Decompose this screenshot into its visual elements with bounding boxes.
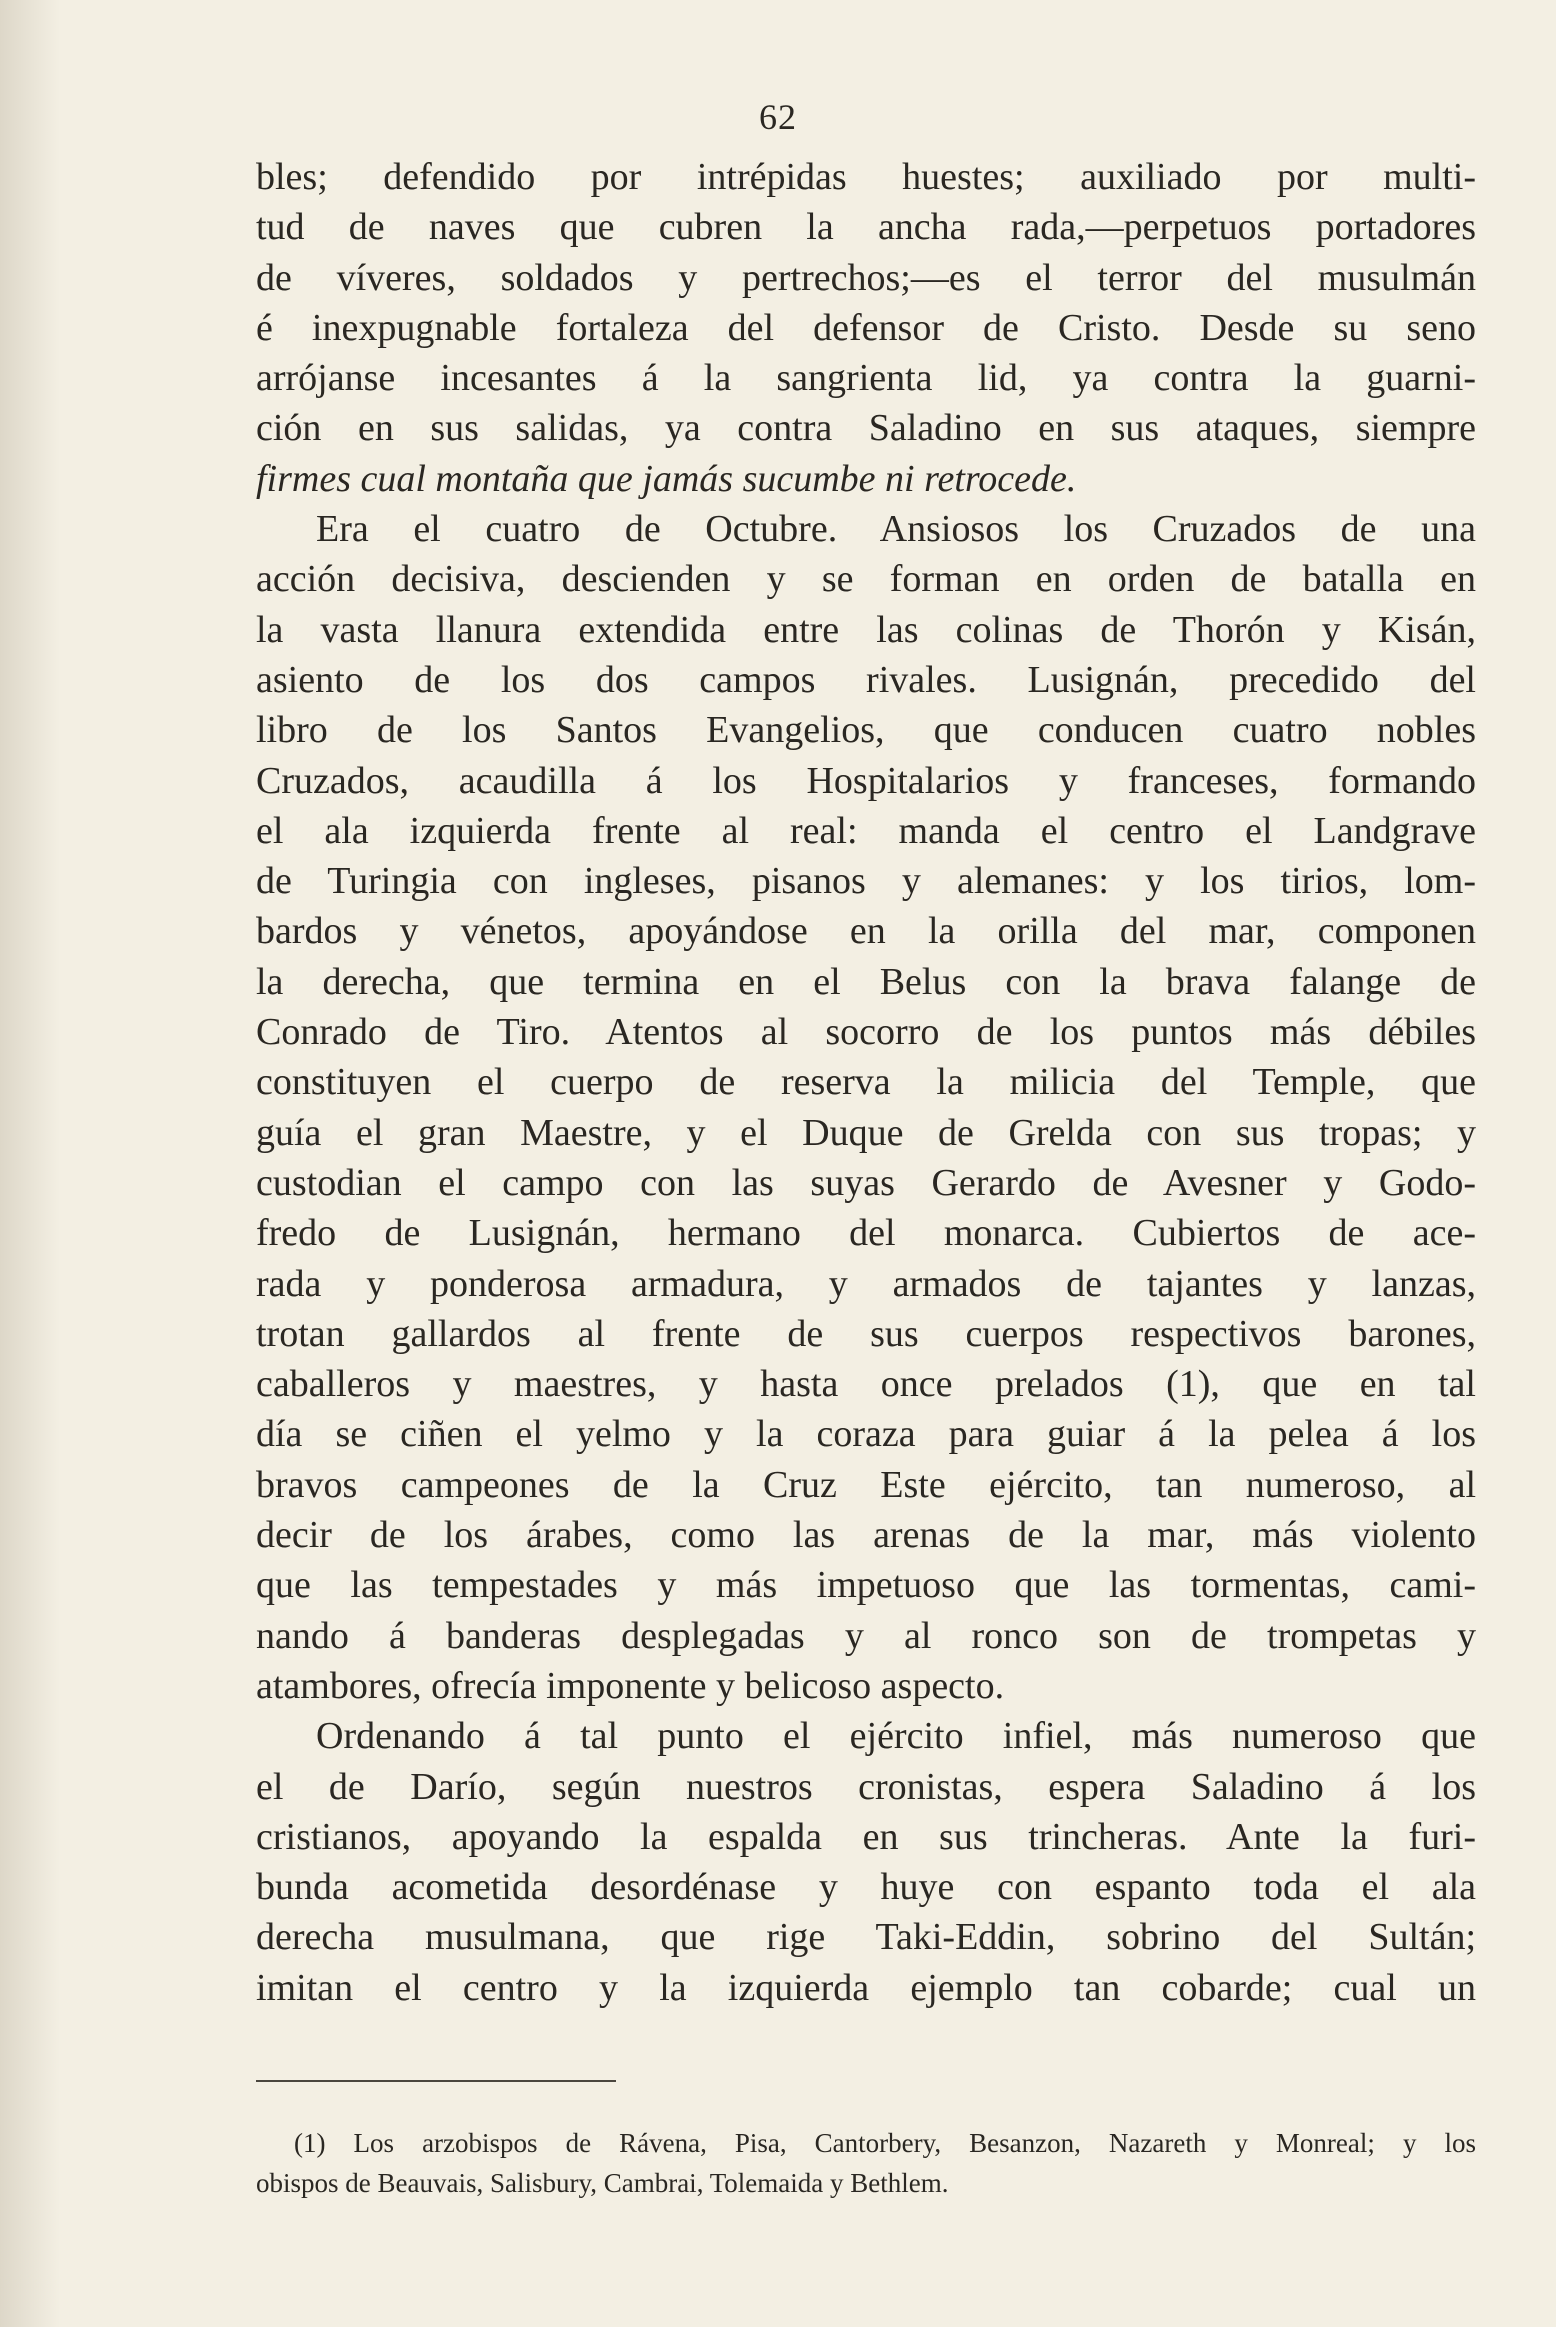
text-line: atambores, ofrecía imponente y belicoso aspecto.: [256, 1664, 1005, 1707]
page-gutter-shadow: [0, 0, 60, 2327]
text-line: asiento de los dos campos rivales. Lusignán, precedido del: [256, 658, 1476, 701]
text-line: el de Darío, según nuestros cronistas, espera Saladino á los: [256, 1765, 1476, 1808]
text-line: rada y ponderosa armadura, y armados de tajantes y lanzas,: [256, 1262, 1476, 1305]
text-line: que las tempestades y más impetuoso que las tormentas, cami-: [256, 1564, 1476, 1607]
text-line: imitan el centro y la izquierda ejemplo tan cobarde; cual un: [256, 1966, 1476, 2009]
text-line: decir de los árabes, como las arenas de la mar, más violento: [256, 1514, 1476, 1557]
text-line: acción decisiva, descienden y se forman en orden de batalla en: [256, 558, 1476, 601]
text-line: cristianos, apoyando la espalda en sus trincheras. Ante la furi-: [256, 1815, 1476, 1858]
text-line: Ordenando á tal punto el ejército infiel, más numeroso que: [316, 1715, 1476, 1758]
text-line: Cruzados, acaudilla á los Hospitalarios y franceses, formando: [256, 759, 1476, 802]
text-line: derecha musulmana, que rige Taki-Eddin, sobrino del Sultán;: [256, 1916, 1476, 1959]
text-line: la vasta llanura extendida entre las colinas de Thorón y Kisán,: [256, 608, 1476, 651]
text-line: bravos campeones de la Cruz Este ejército, tan numeroso, al: [256, 1463, 1476, 1506]
text-line: arrójanse incesantes á la sangrienta lid, ya contra la guarni-: [256, 357, 1476, 400]
text-line: Era el cuatro de Octubre. Ansiosos los Cruzados de una: [316, 508, 1476, 551]
text-line: custodian el campo con las suyas Gerardo de Avesner y Godo-: [256, 1161, 1476, 1204]
text-line: la derecha, que termina en el Belus con la brava falange de: [256, 960, 1476, 1003]
text-line: ción en sus salidas, ya contra Saladino en sus ataques, siempre: [256, 407, 1476, 450]
footnote-line: (1) Los arzobispos de Rávena, Pisa, Cantorbery, Besanzon, Nazareth y Monreal; y los: [294, 2128, 1476, 2158]
footnote-line: obispos de Beauvais, Salisbury, Cambrai, Tolemaida y Bethlem.: [256, 2168, 949, 2198]
text-line: bunda acometida desordénase y huye con espanto toda el ala: [256, 1866, 1476, 1909]
text-line: trotan gallardos al frente de sus cuerpos respectivos barones,: [256, 1312, 1476, 1355]
text-line: nando á banderas desplegadas y al ronco son de trompetas y: [256, 1614, 1476, 1657]
text-line: bardos y vénetos, apoyándose en la orilla del mar, componen: [256, 910, 1476, 953]
footnote: [256, 2123, 1476, 2203]
text-line: é inexpugnable fortaleza del defensor de Cristo. Desde su seno: [256, 306, 1476, 349]
text-line: tud de naves que cubren la ancha rada,—perpetuos portadores: [256, 206, 1476, 249]
page-number: 62: [759, 97, 797, 137]
text-line: Conrado de Tiro. Atentos al socorro de los puntos más débiles: [256, 1011, 1476, 1054]
text-line: de víveres, soldados y pertrechos;—es el terror del musulmán: [256, 256, 1476, 299]
text-line: de Turingia con ingleses, pisanos y alemanes: y los tirios, lom-: [256, 860, 1476, 903]
text-line: fredo de Lusignán, hermano del monarca. Cubiertos de ace-: [256, 1212, 1476, 1255]
text-line: bles; defendido por intrépidas huestes; auxiliado por multi-: [256, 156, 1476, 198]
footnote-divider: [256, 2080, 616, 2082]
text-line: guía el gran Maestre, y el Duque de Grelda con sus tropas; y: [256, 1111, 1476, 1154]
body-text: [256, 152, 1476, 2013]
text-line: el ala izquierda frente al real: manda el centro el Landgrave: [256, 809, 1476, 852]
text-line: firmes cual montaña que jamás sucumbe ni retrocede.: [256, 457, 1077, 500]
text-line: libro de los Santos Evangelios, que conducen cuatro nobles: [256, 709, 1476, 752]
text-line: día se ciñen el yelmo y la coraza para guiar á la pelea á los: [256, 1413, 1476, 1456]
text-line: constituyen el cuerpo de reserva la milicia del Temple, que: [256, 1061, 1476, 1104]
text-line: caballeros y maestres, y hasta once prelados (1), que en tal: [256, 1363, 1476, 1406]
